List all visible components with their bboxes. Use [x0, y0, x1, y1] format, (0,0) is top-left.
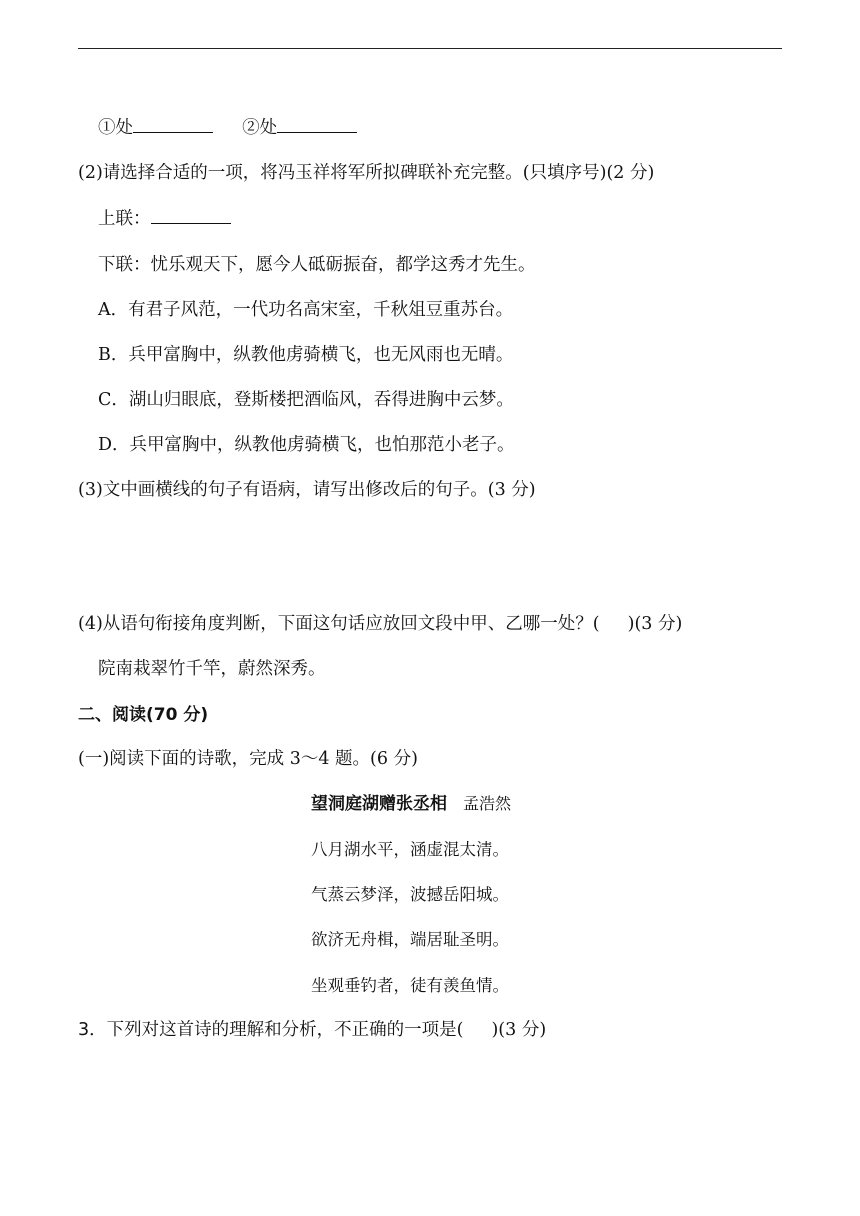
section-2-subheading: (一)阅读下面的诗歌，完成 3～4 题。(6 分) — [78, 749, 418, 769]
section-2-heading: 二、阅读(70 分) — [78, 705, 209, 725]
poem-line-2: 气蒸云梦泽，波撼岳阳城。 — [311, 885, 509, 904]
upper-couplet-row — [98, 207, 231, 231]
question-5-stem-end: )(3 分) — [491, 1020, 547, 1040]
header-rule — [78, 48, 782, 49]
question-5-stem — [78, 1018, 546, 1042]
answer-blank-1[interactable] — [133, 116, 213, 133]
poem-line-1: 八月湖水平，涵虚混太清。 — [311, 840, 509, 859]
question-3-stem: (3)文中画横线的句子有语病，请写出修改后的句子。(3 分) — [78, 480, 536, 500]
question-2-stem: (2)请选择合适的一项，将冯玉祥将军所拟碑联补充完整。(只填序号)(2 分) — [78, 163, 655, 183]
option-c[interactable]: C．湖山归眼底，登斯楼把酒临风，吞得进胸中云梦。 — [98, 390, 514, 410]
poem-title: 望洞庭湖赠张丞相 — [311, 794, 447, 814]
lower-couplet: 下联：忧乐观天下，愿今人砥砺振奋，都学这秀才先生。 — [98, 255, 536, 275]
blank-row — [98, 116, 357, 140]
option-b[interactable]: B．兵甲富胸中，纵教他虏骑横飞，也无风雨也无晴。 — [98, 345, 514, 365]
question-4-sentence: 院南栽翠竹千竿，蔚然深秀。 — [98, 659, 326, 679]
question-4-stem-end: )(3 分) — [627, 614, 683, 634]
poem-line-3: 欲济无舟楫，端居耻圣明。 — [311, 930, 509, 949]
option-a[interactable]: A．有君子风范，一代功名高宋室，千秋俎豆重苏台。 — [98, 300, 514, 320]
question-5-stem-start: ．下列对这首诗的理解和分析，不正确的一项是( — [89, 1020, 464, 1040]
question-4-stem-start: (4)从语句衔接角度判断，下面这句话应放回文段中甲、乙哪一处？( — [78, 614, 600, 634]
question-5-number: 3 — [78, 1020, 90, 1040]
question-4-stem — [78, 612, 682, 636]
blank-1-label: ①处 — [98, 118, 133, 138]
poem-line-4: 坐观垂钓者，徒有羡鱼情。 — [311, 976, 509, 995]
poem-header — [311, 792, 511, 816]
answer-blank-2[interactable] — [277, 116, 357, 133]
upper-couplet-label: 上联： — [98, 209, 151, 229]
option-d[interactable]: D．兵甲富胸中，纵教他虏骑横飞，也怕那范小老子。 — [98, 435, 515, 455]
blank-2-label: ②处 — [242, 118, 278, 138]
upper-couplet-blank[interactable] — [151, 207, 231, 224]
poem-author: 孟浩然 — [463, 794, 512, 813]
